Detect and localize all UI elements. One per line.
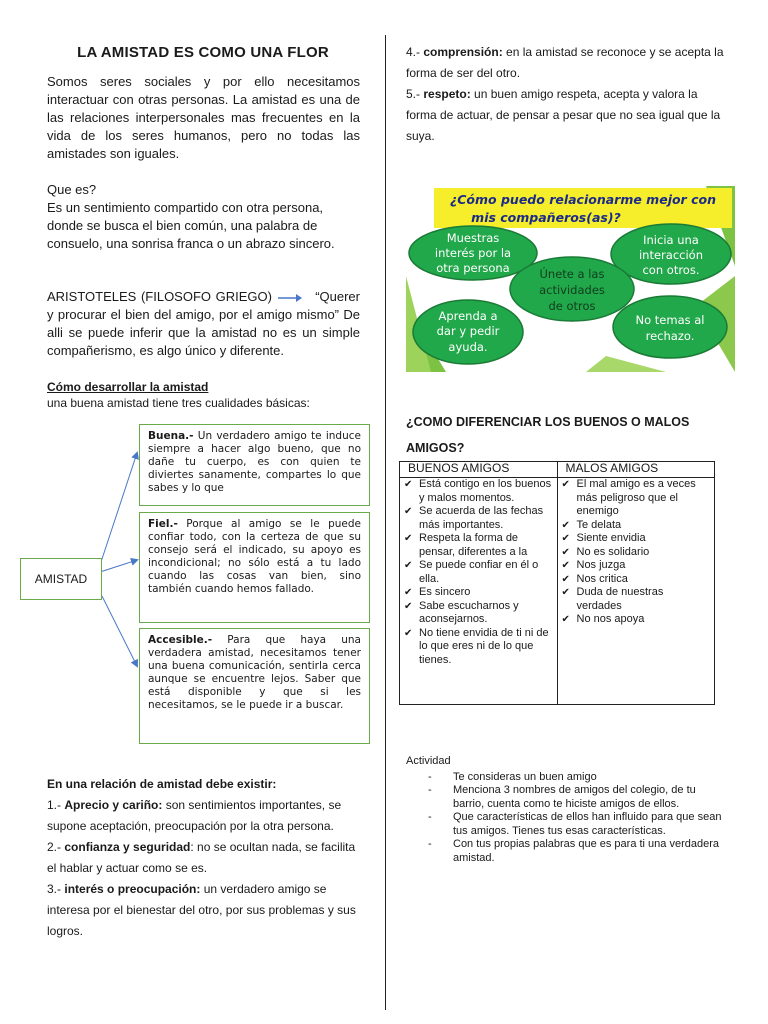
bad-friend-item: ✔ Nos juzga	[561, 559, 712, 573]
bubble-line: Aprenda a	[438, 309, 498, 323]
quality-text: Para que haya una verdadera amistad, necesitamos tener una buena comunicación, sentirla cerca aunque se encuentre lejos. Saber que está disponible y que si les necesitamos, se le puede ir a buscar.	[148, 634, 361, 711]
bubble-line: Muestras	[446, 231, 500, 245]
definition-block	[47, 181, 360, 253]
requirement-number: 2.-	[47, 840, 62, 854]
aristotle-name: ARISTOTELES (FILOSOFO GRIEGO)	[47, 289, 272, 304]
difference-title-line1: ¿COMO DIFERENCIAR LOS BUENOS O MALOS	[406, 415, 690, 429]
activity-item: - Con tus propias palabras que es para ti una verdadera amistad.	[406, 838, 726, 865]
requirement-number: 4.-	[406, 45, 421, 59]
activity-item: - Menciona 3 nombres de amigos del colegio, de tu barrio, cuenta como te hiciste amigos de ellos.	[406, 784, 726, 811]
quality-accesible	[139, 628, 370, 744]
bubble-line: otra persona	[436, 261, 510, 275]
good-friend-item: ✔ Respeta la forma de pensar, diferentes a la	[403, 532, 554, 559]
quality-buena	[139, 424, 370, 506]
requirement-number: 5.-	[406, 87, 421, 101]
bubble-line: interacción	[638, 248, 704, 262]
requirement-item	[406, 84, 728, 147]
requirement-name: confianza y seguridad	[64, 840, 191, 854]
definition-question: Que es?	[47, 182, 97, 197]
amistad-box: AMISTAD	[20, 558, 102, 600]
activity-item: - Que características de ellos han influido para que sean tus amigos. Tienes tus esas características.	[406, 811, 726, 838]
bad-friend-item: ✔ El mal amigo es a veces más peligroso que el enemigo	[561, 478, 712, 519]
good-friends-header: BUENOS AMIGOS	[400, 462, 558, 478]
column-divider	[385, 35, 386, 1010]
difference-title-line2: AMIGOS?	[406, 441, 465, 455]
develop-subtitle: una buena amistad tiene tres cualidades básicas:	[47, 396, 310, 410]
bubble-line: No temas al	[635, 313, 705, 327]
activity-section	[406, 755, 726, 865]
relationship-tips-banner	[406, 186, 735, 372]
bad-friend-item: ✔ Te delata	[561, 519, 712, 533]
connector-buena	[100, 453, 137, 565]
activity-list	[406, 771, 726, 866]
requirement-item	[47, 795, 367, 837]
friends-comparison-table	[399, 461, 715, 705]
requirement-number: 1.-	[47, 798, 62, 812]
requirement-text: un buen amigo respeta, acepta y valora la forma de actuar, de pensar a pesar que no sea igual que la suya.	[406, 87, 721, 143]
requirement-text: : no se ocultan nada, se facilita el hablar y actuar como se es.	[47, 840, 356, 875]
requirements-section	[47, 774, 367, 942]
bubble-line: Inicia una	[643, 233, 699, 247]
good-friends-cell	[400, 478, 558, 705]
bubble-line: rechazo.	[645, 329, 695, 343]
requirement-name: respeto:	[423, 87, 471, 101]
quality-text: Porque al amigo se le puede confiar todo, con la certeza de que su consejo será el indicado, su apoyo es incondicional; no sólo está a tu lado cuando las cosas van bien, sino también cuando hemos fallado.	[148, 518, 361, 595]
requirements-continued	[406, 42, 728, 147]
good-friend-item: ✔ Es sincero	[403, 586, 554, 600]
arrow-right-icon	[277, 293, 303, 303]
good-friend-item: ✔ Se acuerda de las fechas más importantes.	[403, 505, 554, 532]
requirement-name: comprensión:	[423, 45, 503, 59]
requirement-text: en la amistad se reconoce y se acepta la forma de ser del otro.	[406, 45, 724, 80]
good-friends-list	[403, 478, 554, 667]
banner-title-line2: mis compañeros(as)?	[471, 210, 621, 225]
page-title: LA AMISTAD ES COMO UNA FLOR	[77, 44, 329, 61]
requirement-name: Aprecio y cariño:	[64, 798, 163, 812]
good-friend-item: ✔ Está contigo en los buenos y malos momentos.	[403, 478, 554, 505]
requirements-title: En una relación de amistad debe existir:	[47, 777, 277, 791]
bubble-line: actividades	[539, 283, 605, 297]
bubble-line: con otros.	[642, 263, 700, 277]
aristotle-conclusion: De alli se puede inferir que la amistad no es un simple compañerismo, es algo único y diferente.	[47, 307, 360, 358]
bad-friend-item: ✔ Siente envidia	[561, 532, 712, 546]
banner-title-line1: ¿Cómo puedo relacionarme mejor con	[450, 192, 716, 207]
good-friend-item: ✔ No tiene envidia de ti ni de lo que eres ni de lo que tienes.	[403, 627, 554, 668]
aristotle-quote: “Querer y procurar el bien del amigo, por el amigo mismo”	[47, 289, 360, 322]
connector-accesible	[102, 596, 137, 666]
bad-friends-cell	[557, 478, 715, 705]
bubble-no-temas	[613, 296, 727, 358]
bubble-line: Únete a las	[539, 267, 605, 281]
intro-paragraph: Somos seres sociales y por ello necesitamos interactuar con otras personas. La amistad es una de las relaciones interpersonales mas frecuentes en la vida de los seres humanos, pero no todas las amistades son iguales.	[47, 74, 360, 161]
quality-name: Buena.-	[148, 430, 194, 442]
bad-friends-list	[561, 478, 712, 627]
banner-graphic	[406, 186, 735, 372]
activity-title: Actividad	[406, 755, 451, 767]
bad-friend-item: ✔ Duda de nuestras verdades	[561, 586, 712, 613]
bubble-inicia	[611, 224, 731, 284]
bubble-muestras	[409, 226, 537, 280]
bubble-line: interés por la	[434, 246, 512, 260]
quality-text: Un verdadero amigo te induce siempre a hacer algo bueno, que no dañe tu cuerpo, es con quien te diviertes sanamente, compartes lo que sabes y lo que	[148, 430, 361, 494]
requirement-name: interés o preocupación:	[64, 882, 201, 896]
requirement-item	[406, 42, 728, 84]
bad-friend-item: ✔ No nos apoya	[561, 613, 712, 627]
bubble-unete	[510, 257, 634, 321]
activity-item: - Te consideras un buen amigo	[406, 771, 726, 785]
good-friend-item: ✔ Sabe escucharnos y aconsejarnos.	[403, 600, 554, 627]
bubble-line: ayuda.	[448, 340, 488, 354]
connector-fiel	[100, 560, 137, 572]
quality-name: Fiel.-	[148, 518, 178, 530]
develop-title: Cómo desarrollar la amistad	[47, 380, 209, 394]
bubble-aprenda	[413, 300, 523, 364]
aristotle-paragraph	[47, 288, 360, 360]
bad-friends-header: MALOS AMIGOS	[557, 462, 715, 478]
bad-friend-item: ✔ No es solidario	[561, 546, 712, 560]
bad-friend-item: ✔ Nos critica	[561, 573, 712, 587]
requirement-text: un verdadero amigo se interesa por el bienestar del otro, por sus problemas y sus logros.	[47, 882, 356, 938]
difference-title	[406, 409, 726, 461]
requirement-text: son sentimientos importantes, se supone aceptación, preocupación por la otra persona.	[47, 798, 342, 833]
quality-name: Accesible.-	[148, 634, 213, 646]
quality-fiel	[139, 512, 370, 623]
requirement-item	[47, 879, 367, 942]
requirement-item	[47, 837, 367, 879]
bubble-line: dar y pedir	[436, 324, 500, 338]
good-friend-item: ✔ Se puede confiar en él o ella.	[403, 559, 554, 586]
bubble-line: de otros	[548, 299, 596, 313]
definition-answer: Es un sentimiento compartido con otra persona, donde se busca el bien común, una palabra de consuelo, una sonrisa franca o un abrazo sincero.	[47, 200, 335, 251]
requirement-number: 3.-	[47, 882, 62, 896]
